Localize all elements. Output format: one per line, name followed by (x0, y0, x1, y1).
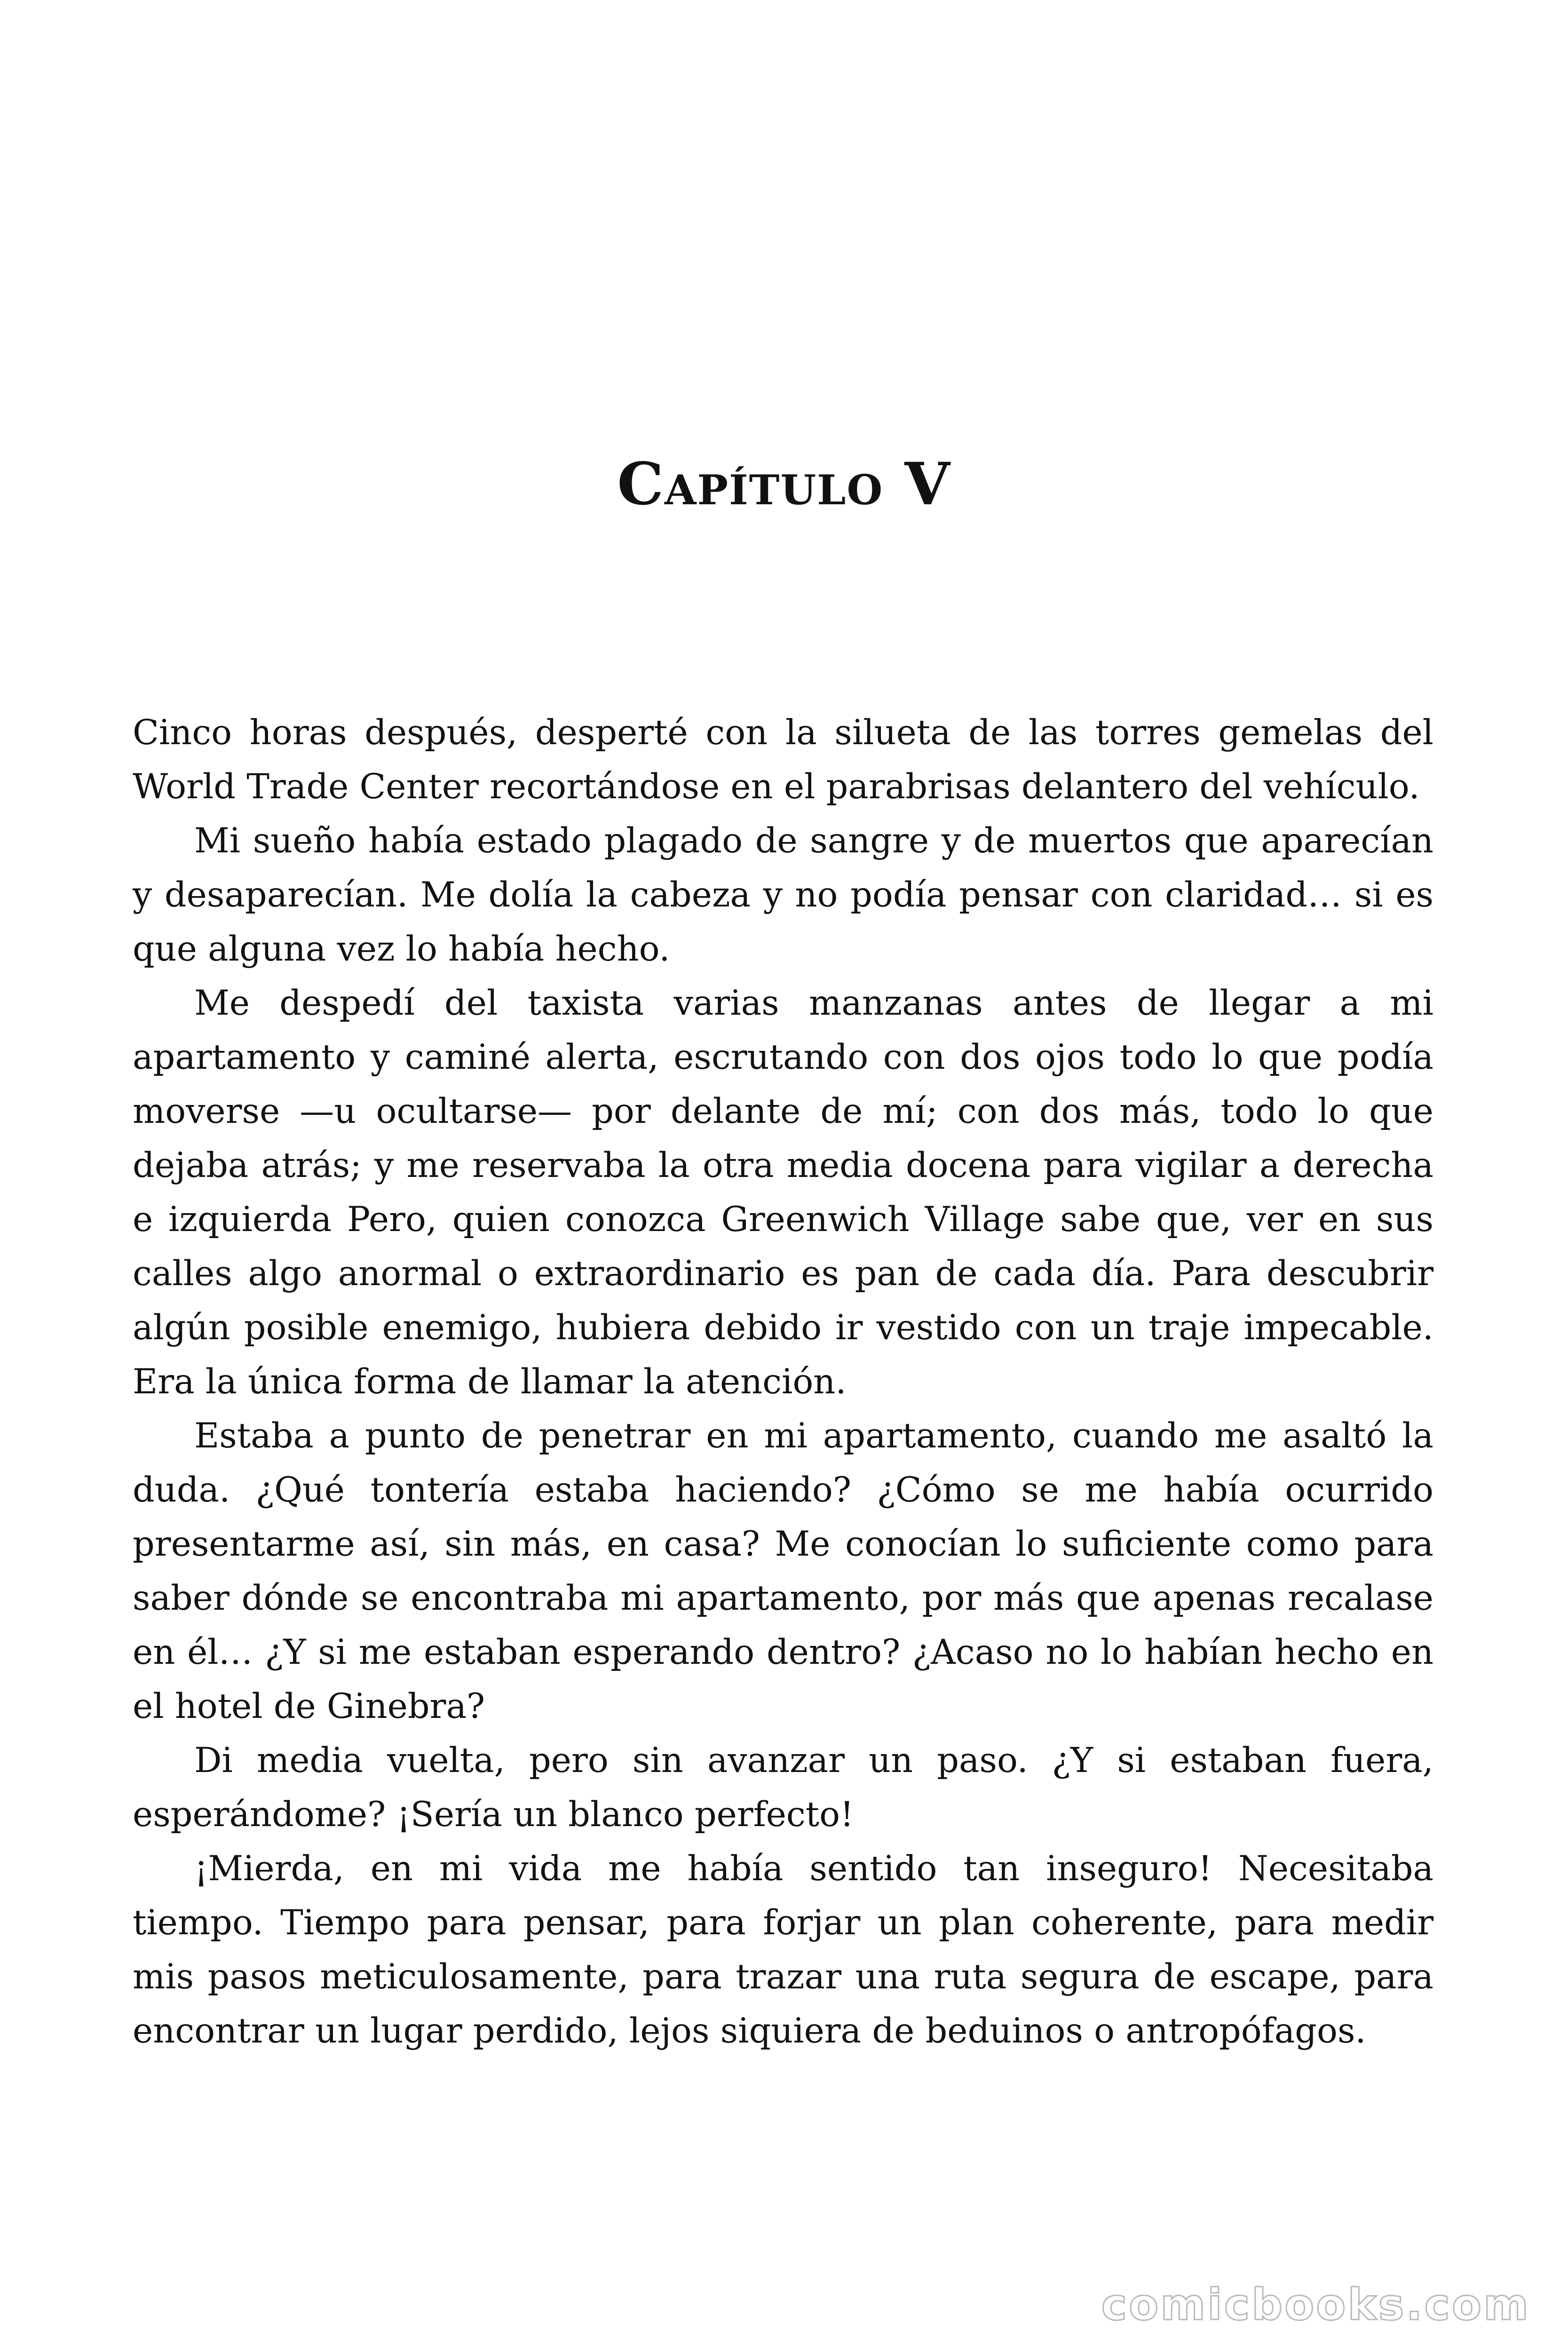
chapter-title: Capítulo V (617, 450, 951, 518)
paragraph-3: Me despedí del taxista varias manzanas antes de llegar a mi apartamento y caminé alerta, escrutando con dos ojos todo lo que podía moverse —u ocultarse— por delante de mí; con dos más, todo lo que dejaba atrás; y me reservaba la otra media docena para vigilar a derecha e izquierda Pero, quien conozca Greenwich Village sabe que, ver en sus calles algo anormal o extraordinario es pan de cada día. Para descubrir algún posible enemigo, hubiera debido ir vestido con un traje impecable. Era la única forma de llamar la atención. (133, 983, 1433, 1402)
paragraph-4: Estaba a punto de penetrar en mi apartamento, cuando me asaltó la duda. ¿Qué tontería estaba haciendo? ¿Cómo se me había ocurrido presentarme así, sin más, en casa? Me conocían lo suficiente como para saber dónde se encontraba mi apartamento, por más que apenas recalase en él… ¿Y si me estaban esperando dentro? ¿Acaso no lo habían hecho en el hotel de Ginebra? (133, 1416, 1433, 1726)
paragraph-6: ¡Mierda, en mi vida me había sentido tan inseguro! Necesitaba tiempo. Tiempo para pensar, para forjar un plan coherente, para medir mis pasos meticulosamente, para trazar una ruta segura de escape, para encontrar un lugar perdido, lejos siquiera de beduinos o antropófagos. (133, 1849, 1433, 2051)
paragraph-1: Cinco horas después, desperté con la silueta de las torres gemelas del World Trade Center recortándose en el parabrisas delantero del vehículo. (133, 713, 1433, 807)
paragraph-2: Mi sueño había estado plagado de sangre y de muertos que aparecían y desaparecían. Me dolía la cabeza y no podía pensar con claridad… si es que alguna vez lo había hecho. (133, 821, 1433, 969)
watermark-logo: comicbooks.com (1101, 2280, 1530, 2330)
paragraph-5: Di media vuelta, pero sin avanzar un paso. ¿Y si estaban fuera, esperándome? ¡Sería un blanco perfecto! (133, 1740, 1433, 1835)
chapter-body (133, 706, 1433, 2058)
